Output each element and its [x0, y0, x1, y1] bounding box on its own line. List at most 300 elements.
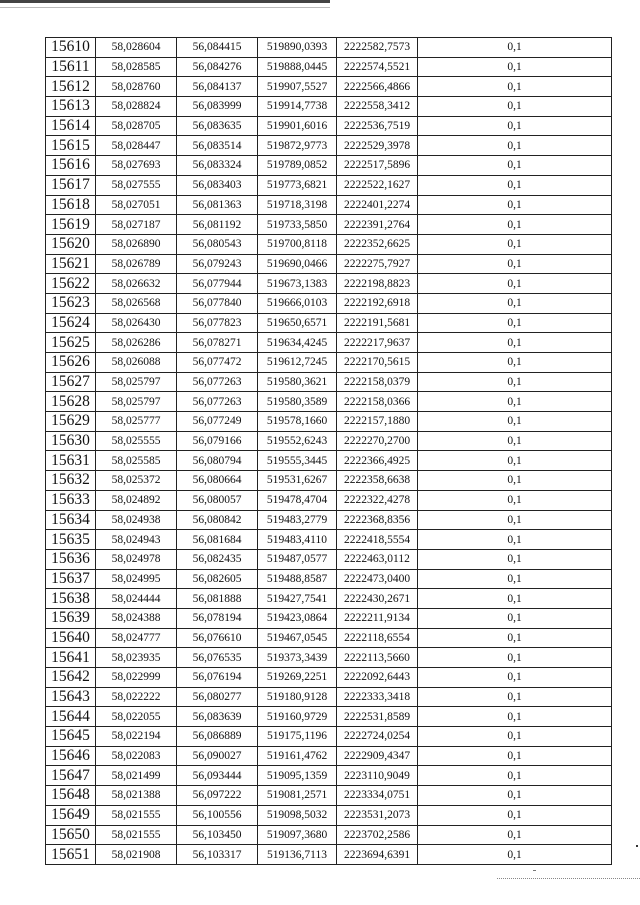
scan-edge-line-thin [0, 7, 330, 8]
latitude-cell: 58,028447 [96, 136, 177, 156]
longitude-cell: 56,081684 [177, 530, 258, 550]
point-number-cell: 15636 [46, 549, 96, 569]
y-coordinate-cell: 2222724,0254 [337, 727, 418, 747]
accuracy-cell: 0,1 [418, 668, 612, 688]
longitude-cell: 56,077263 [177, 392, 258, 412]
y-coordinate-cell: 2222118,6554 [337, 628, 418, 648]
point-number-cell: 15640 [46, 628, 96, 648]
x-coordinate-cell: 519269,2251 [258, 668, 337, 688]
accuracy-cell: 0,1 [418, 77, 612, 97]
point-number-cell: 15621 [46, 254, 96, 274]
table-row [46, 116, 612, 136]
accuracy-cell: 0,1 [418, 628, 612, 648]
table-row [46, 727, 612, 747]
longitude-cell: 56,081888 [177, 589, 258, 609]
latitude-cell: 58,025777 [96, 412, 177, 432]
y-coordinate-cell: 2222217,9637 [337, 333, 418, 353]
table-row [46, 530, 612, 550]
y-coordinate-cell: 2222529,3978 [337, 136, 418, 156]
latitude-cell: 58,025555 [96, 431, 177, 451]
accuracy-cell: 0,1 [418, 293, 612, 313]
longitude-cell: 56,082605 [177, 569, 258, 589]
latitude-cell: 58,023935 [96, 648, 177, 668]
x-coordinate-cell: 519673,1383 [258, 274, 337, 294]
latitude-cell: 58,025585 [96, 451, 177, 471]
x-coordinate-cell: 519136,7113 [258, 845, 337, 865]
latitude-cell: 58,025797 [96, 372, 177, 392]
longitude-cell: 56,090027 [177, 746, 258, 766]
table-row [46, 38, 612, 58]
latitude-cell: 58,022055 [96, 707, 177, 727]
latitude-cell: 58,024995 [96, 569, 177, 589]
x-coordinate-cell: 519700,8118 [258, 234, 337, 254]
accuracy-cell: 0,1 [418, 136, 612, 156]
point-number-cell: 15610 [46, 38, 96, 58]
point-number-cell: 15617 [46, 175, 96, 195]
y-coordinate-cell: 2222366,4925 [337, 451, 418, 471]
y-coordinate-cell: 2222517,5896 [337, 156, 418, 176]
longitude-cell: 56,097222 [177, 786, 258, 806]
accuracy-cell: 0,1 [418, 589, 612, 609]
table-row [46, 707, 612, 727]
point-number-cell: 15638 [46, 589, 96, 609]
longitude-cell: 56,103317 [177, 845, 258, 865]
table-row [46, 372, 612, 392]
accuracy-cell: 0,1 [418, 234, 612, 254]
x-coordinate-cell: 519914,7738 [258, 97, 337, 117]
accuracy-cell: 0,1 [418, 845, 612, 865]
point-number-cell: 15647 [46, 766, 96, 786]
margin-dot [533, 870, 536, 871]
x-coordinate-cell: 519483,4110 [258, 530, 337, 550]
table-row [46, 510, 612, 530]
y-coordinate-cell: 2222418,5554 [337, 530, 418, 550]
edge-mark [636, 845, 638, 847]
longitude-cell: 56,083324 [177, 156, 258, 176]
x-coordinate-cell: 519095,1359 [258, 766, 337, 786]
accuracy-cell: 0,1 [418, 805, 612, 825]
point-number-cell: 15645 [46, 727, 96, 747]
accuracy-cell: 0,1 [418, 727, 612, 747]
accuracy-cell: 0,1 [418, 707, 612, 727]
accuracy-cell: 0,1 [418, 156, 612, 176]
point-number-cell: 15646 [46, 746, 96, 766]
latitude-cell: 58,021499 [96, 766, 177, 786]
accuracy-cell: 0,1 [418, 471, 612, 491]
y-coordinate-cell: 2222391,2764 [337, 215, 418, 235]
point-number-cell: 15611 [46, 57, 96, 77]
latitude-cell: 58,026286 [96, 333, 177, 353]
point-number-cell: 15623 [46, 293, 96, 313]
latitude-cell: 58,026789 [96, 254, 177, 274]
x-coordinate-cell: 519552,6243 [258, 431, 337, 451]
point-number-cell: 15635 [46, 530, 96, 550]
table-row [46, 353, 612, 373]
point-number-cell: 15622 [46, 274, 96, 294]
accuracy-cell: 0,1 [418, 412, 612, 432]
table-row [46, 766, 612, 786]
y-coordinate-cell: 2223110,9049 [337, 766, 418, 786]
table-row [46, 451, 612, 471]
latitude-cell: 58,027555 [96, 175, 177, 195]
y-coordinate-cell: 2223531,2073 [337, 805, 418, 825]
x-coordinate-cell: 519478,4704 [258, 490, 337, 510]
longitude-cell: 56,082435 [177, 549, 258, 569]
accuracy-cell: 0,1 [418, 57, 612, 77]
table-row [46, 195, 612, 215]
longitude-cell: 56,080057 [177, 490, 258, 510]
longitude-cell: 56,077840 [177, 293, 258, 313]
y-coordinate-cell: 2222198,8823 [337, 274, 418, 294]
x-coordinate-cell: 519907,5527 [258, 77, 337, 97]
latitude-cell: 58,027051 [96, 195, 177, 215]
y-coordinate-cell: 2222358,6638 [337, 471, 418, 491]
longitude-cell: 56,076610 [177, 628, 258, 648]
scan-edge-line [0, 0, 330, 3]
y-coordinate-cell: 2222333,3418 [337, 687, 418, 707]
table-row [46, 490, 612, 510]
point-number-cell: 15620 [46, 234, 96, 254]
accuracy-cell: 0,1 [418, 549, 612, 569]
x-coordinate-cell: 519901,6016 [258, 116, 337, 136]
y-coordinate-cell: 2222158,0366 [337, 392, 418, 412]
x-coordinate-cell: 519690,0466 [258, 254, 337, 274]
x-coordinate-cell: 519180,9128 [258, 687, 337, 707]
point-number-cell: 15641 [46, 648, 96, 668]
longitude-cell: 56,083514 [177, 136, 258, 156]
point-number-cell: 15633 [46, 490, 96, 510]
coordinates-table [45, 37, 612, 865]
x-coordinate-cell: 519612,7245 [258, 353, 337, 373]
longitude-cell: 56,080543 [177, 234, 258, 254]
table-row [46, 313, 612, 333]
x-coordinate-cell: 519175,1196 [258, 727, 337, 747]
x-coordinate-cell: 519427,7541 [258, 589, 337, 609]
latitude-cell: 58,025372 [96, 471, 177, 491]
latitude-cell: 58,026088 [96, 353, 177, 373]
y-coordinate-cell: 2222473,0400 [337, 569, 418, 589]
latitude-cell: 58,026430 [96, 313, 177, 333]
table-row [46, 648, 612, 668]
longitude-cell: 56,083639 [177, 707, 258, 727]
point-number-cell: 15624 [46, 313, 96, 333]
table-row [46, 589, 612, 609]
point-number-cell: 15650 [46, 825, 96, 845]
y-coordinate-cell: 2222322,4278 [337, 490, 418, 510]
point-number-cell: 15649 [46, 805, 96, 825]
point-number-cell: 15630 [46, 431, 96, 451]
point-number-cell: 15629 [46, 412, 96, 432]
longitude-cell: 56,077823 [177, 313, 258, 333]
latitude-cell: 58,024388 [96, 608, 177, 628]
latitude-cell: 58,021908 [96, 845, 177, 865]
x-coordinate-cell: 519580,3589 [258, 392, 337, 412]
y-coordinate-cell: 2222463,0112 [337, 549, 418, 569]
table-row [46, 746, 612, 766]
accuracy-cell: 0,1 [418, 451, 612, 471]
table-row [46, 156, 612, 176]
x-coordinate-cell: 519423,0864 [258, 608, 337, 628]
point-number-cell: 15618 [46, 195, 96, 215]
table-row [46, 569, 612, 589]
accuracy-cell: 0,1 [418, 569, 612, 589]
point-number-cell: 15651 [46, 845, 96, 865]
point-number-cell: 15625 [46, 333, 96, 353]
point-number-cell: 15644 [46, 707, 96, 727]
accuracy-cell: 0,1 [418, 608, 612, 628]
x-coordinate-cell: 519487,0577 [258, 549, 337, 569]
longitude-cell: 56,078271 [177, 333, 258, 353]
x-coordinate-cell: 519789,0852 [258, 156, 337, 176]
accuracy-cell: 0,1 [418, 746, 612, 766]
x-coordinate-cell: 519097,3680 [258, 825, 337, 845]
point-number-cell: 15628 [46, 392, 96, 412]
longitude-cell: 56,081363 [177, 195, 258, 215]
y-coordinate-cell: 2223334,0751 [337, 786, 418, 806]
latitude-cell: 58,026568 [96, 293, 177, 313]
x-coordinate-cell: 519718,3198 [258, 195, 337, 215]
point-number-cell: 15631 [46, 451, 96, 471]
longitude-cell: 56,086889 [177, 727, 258, 747]
point-number-cell: 15634 [46, 510, 96, 530]
point-number-cell: 15627 [46, 372, 96, 392]
latitude-cell: 58,026632 [96, 274, 177, 294]
coordinates-table-body [46, 38, 612, 865]
y-coordinate-cell: 2222582,7573 [337, 38, 418, 58]
point-number-cell: 15615 [46, 136, 96, 156]
table-row [46, 215, 612, 235]
table-row [46, 628, 612, 648]
table-row [46, 786, 612, 806]
x-coordinate-cell: 519161,4762 [258, 746, 337, 766]
accuracy-cell: 0,1 [418, 195, 612, 215]
point-number-cell: 15637 [46, 569, 96, 589]
table-row [46, 333, 612, 353]
y-coordinate-cell: 2222192,6918 [337, 293, 418, 313]
y-coordinate-cell: 2222536,7519 [337, 116, 418, 136]
y-coordinate-cell: 2222092,6443 [337, 668, 418, 688]
longitude-cell: 56,077249 [177, 412, 258, 432]
latitude-cell: 58,028760 [96, 77, 177, 97]
latitude-cell: 58,024978 [96, 549, 177, 569]
point-number-cell: 15643 [46, 687, 96, 707]
table-row [46, 175, 612, 195]
longitude-cell: 56,083403 [177, 175, 258, 195]
table-row [46, 392, 612, 412]
accuracy-cell: 0,1 [418, 215, 612, 235]
x-coordinate-cell: 519634,4245 [258, 333, 337, 353]
latitude-cell: 58,027187 [96, 215, 177, 235]
point-number-cell: 15632 [46, 471, 96, 491]
x-coordinate-cell: 519160,9729 [258, 707, 337, 727]
x-coordinate-cell: 519483,2779 [258, 510, 337, 530]
table-row [46, 805, 612, 825]
latitude-cell: 58,024777 [96, 628, 177, 648]
latitude-cell: 58,021555 [96, 825, 177, 845]
longitude-cell: 56,080794 [177, 451, 258, 471]
longitude-cell: 56,076194 [177, 668, 258, 688]
accuracy-cell: 0,1 [418, 431, 612, 451]
table-row [46, 412, 612, 432]
table-row [46, 549, 612, 569]
x-coordinate-cell: 519467,0545 [258, 628, 337, 648]
latitude-cell: 58,026890 [96, 234, 177, 254]
longitude-cell: 56,103450 [177, 825, 258, 845]
y-coordinate-cell: 2222352,6625 [337, 234, 418, 254]
table-row [46, 471, 612, 491]
accuracy-cell: 0,1 [418, 490, 612, 510]
table-row [46, 293, 612, 313]
y-coordinate-cell: 2222113,5660 [337, 648, 418, 668]
y-coordinate-cell: 2222368,8356 [337, 510, 418, 530]
accuracy-cell: 0,1 [418, 786, 612, 806]
y-coordinate-cell: 2223694,6391 [337, 845, 418, 865]
latitude-cell: 58,021388 [96, 786, 177, 806]
x-coordinate-cell: 519580,3621 [258, 372, 337, 392]
x-coordinate-cell: 519650,6571 [258, 313, 337, 333]
table-row [46, 234, 612, 254]
table-row [46, 608, 612, 628]
point-number-cell: 15616 [46, 156, 96, 176]
accuracy-cell: 0,1 [418, 254, 612, 274]
accuracy-cell: 0,1 [418, 116, 612, 136]
x-coordinate-cell: 519888,0445 [258, 57, 337, 77]
latitude-cell: 58,022194 [96, 727, 177, 747]
x-coordinate-cell: 519890,0393 [258, 38, 337, 58]
table-row [46, 77, 612, 97]
accuracy-cell: 0,1 [418, 392, 612, 412]
longitude-cell: 56,083999 [177, 97, 258, 117]
table-row [46, 97, 612, 117]
table-row [46, 845, 612, 865]
table-row [46, 825, 612, 845]
y-coordinate-cell: 2222270,2700 [337, 431, 418, 451]
longitude-cell: 56,084276 [177, 57, 258, 77]
x-coordinate-cell: 519488,8587 [258, 569, 337, 589]
accuracy-cell: 0,1 [418, 38, 612, 58]
x-coordinate-cell: 519773,6821 [258, 175, 337, 195]
table-row [46, 668, 612, 688]
table-row [46, 274, 612, 294]
margin-dotted-line [497, 878, 640, 880]
y-coordinate-cell: 2222191,5681 [337, 313, 418, 333]
table-row [46, 431, 612, 451]
y-coordinate-cell: 2222574,5521 [337, 57, 418, 77]
y-coordinate-cell: 2222531,8589 [337, 707, 418, 727]
y-coordinate-cell: 2222275,7927 [337, 254, 418, 274]
x-coordinate-cell: 519733,5850 [258, 215, 337, 235]
y-coordinate-cell: 2222909,4347 [337, 746, 418, 766]
x-coordinate-cell: 519373,3439 [258, 648, 337, 668]
y-coordinate-cell: 2222566,4866 [337, 77, 418, 97]
latitude-cell: 58,022222 [96, 687, 177, 707]
y-coordinate-cell: 2222558,3412 [337, 97, 418, 117]
accuracy-cell: 0,1 [418, 313, 612, 333]
latitude-cell: 58,024892 [96, 490, 177, 510]
x-coordinate-cell: 519098,5032 [258, 805, 337, 825]
longitude-cell: 56,100556 [177, 805, 258, 825]
y-coordinate-cell: 2222157,1880 [337, 412, 418, 432]
longitude-cell: 56,079166 [177, 431, 258, 451]
point-number-cell: 15639 [46, 608, 96, 628]
accuracy-cell: 0,1 [418, 530, 612, 550]
x-coordinate-cell: 519666,0103 [258, 293, 337, 313]
y-coordinate-cell: 2222430,2671 [337, 589, 418, 609]
accuracy-cell: 0,1 [418, 825, 612, 845]
latitude-cell: 58,022083 [96, 746, 177, 766]
accuracy-cell: 0,1 [418, 687, 612, 707]
accuracy-cell: 0,1 [418, 353, 612, 373]
y-coordinate-cell: 2223702,2586 [337, 825, 418, 845]
longitude-cell: 56,083635 [177, 116, 258, 136]
longitude-cell: 56,077472 [177, 353, 258, 373]
longitude-cell: 56,093444 [177, 766, 258, 786]
table-row [46, 687, 612, 707]
latitude-cell: 58,027693 [96, 156, 177, 176]
accuracy-cell: 0,1 [418, 510, 612, 530]
longitude-cell: 56,084415 [177, 38, 258, 58]
point-number-cell: 15626 [46, 353, 96, 373]
point-number-cell: 15619 [46, 215, 96, 235]
longitude-cell: 56,080664 [177, 471, 258, 491]
latitude-cell: 58,022999 [96, 668, 177, 688]
longitude-cell: 56,079243 [177, 254, 258, 274]
accuracy-cell: 0,1 [418, 766, 612, 786]
y-coordinate-cell: 2222170,5615 [337, 353, 418, 373]
y-coordinate-cell: 2222401,2274 [337, 195, 418, 215]
point-number-cell: 15614 [46, 116, 96, 136]
longitude-cell: 56,080842 [177, 510, 258, 530]
latitude-cell: 58,028585 [96, 57, 177, 77]
accuracy-cell: 0,1 [418, 333, 612, 353]
longitude-cell: 56,080277 [177, 687, 258, 707]
point-number-cell: 15642 [46, 668, 96, 688]
latitude-cell: 58,021555 [96, 805, 177, 825]
accuracy-cell: 0,1 [418, 648, 612, 668]
accuracy-cell: 0,1 [418, 274, 612, 294]
x-coordinate-cell: 519081,2571 [258, 786, 337, 806]
point-number-cell: 15613 [46, 97, 96, 117]
latitude-cell: 58,025797 [96, 392, 177, 412]
point-number-cell: 15648 [46, 786, 96, 806]
table-row [46, 57, 612, 77]
latitude-cell: 58,028604 [96, 38, 177, 58]
accuracy-cell: 0,1 [418, 372, 612, 392]
longitude-cell: 56,077263 [177, 372, 258, 392]
latitude-cell: 58,028824 [96, 97, 177, 117]
latitude-cell: 58,024938 [96, 510, 177, 530]
y-coordinate-cell: 2222158,0379 [337, 372, 418, 392]
y-coordinate-cell: 2222211,9134 [337, 608, 418, 628]
x-coordinate-cell: 519555,3445 [258, 451, 337, 471]
table-row [46, 136, 612, 156]
longitude-cell: 56,078194 [177, 608, 258, 628]
latitude-cell: 58,024444 [96, 589, 177, 609]
y-coordinate-cell: 2222522,1627 [337, 175, 418, 195]
x-coordinate-cell: 519578,1660 [258, 412, 337, 432]
longitude-cell: 56,081192 [177, 215, 258, 235]
longitude-cell: 56,084137 [177, 77, 258, 97]
longitude-cell: 56,076535 [177, 648, 258, 668]
x-coordinate-cell: 519872,9773 [258, 136, 337, 156]
latitude-cell: 58,028705 [96, 116, 177, 136]
table-row [46, 254, 612, 274]
x-coordinate-cell: 519531,6267 [258, 471, 337, 491]
longitude-cell: 56,077944 [177, 274, 258, 294]
accuracy-cell: 0,1 [418, 97, 612, 117]
latitude-cell: 58,024943 [96, 530, 177, 550]
point-number-cell: 15612 [46, 77, 96, 97]
